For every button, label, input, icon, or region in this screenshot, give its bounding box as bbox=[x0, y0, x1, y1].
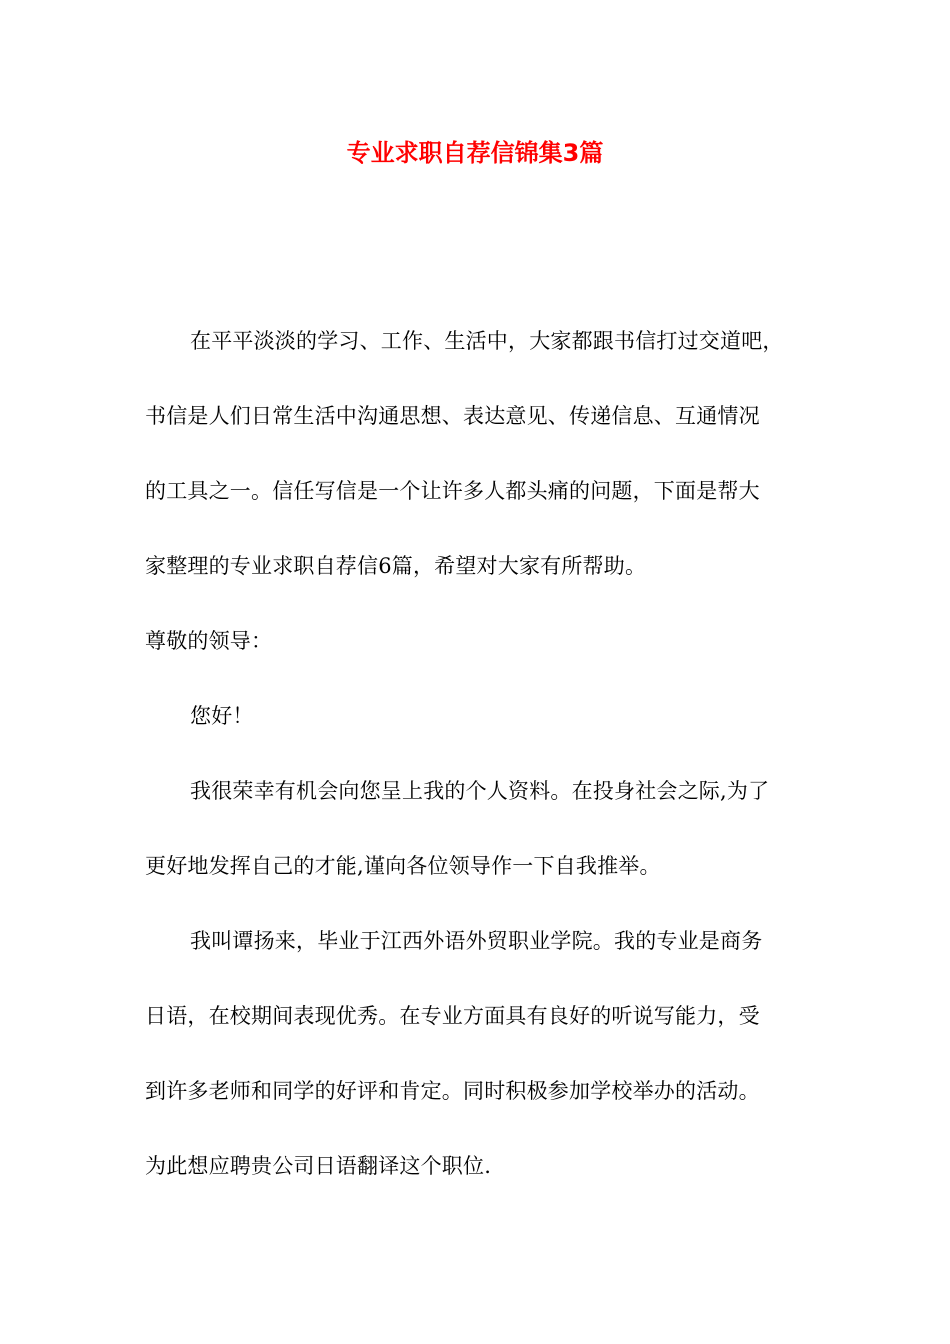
paragraph-line: 的工具之一。信任写信是一个让许多人都头痛的问题，下面是帮大 bbox=[145, 479, 760, 503]
document-title: 专业求职自荐信锦集3篇 bbox=[346, 139, 604, 167]
paragraph-line: 在平平淡淡的学习、工作、生活中，大家都跟书信打过交道吧， bbox=[190, 329, 784, 353]
paragraph-line: 更好地发挥自己的才能,谨向各位领导作一下自我推举。 bbox=[145, 854, 661, 878]
paragraph-line: 我叫谭扬来，毕业于江西外语外贸职业学院。我的专业是商务 bbox=[190, 929, 763, 953]
paragraph-line: 书信是人们日常生活中沟通思想、表达意见、传递信息、互通情况 bbox=[145, 404, 760, 428]
salutation: 尊敬的领导： bbox=[145, 629, 273, 653]
paragraph-line: 我很荣幸有机会向您呈上我的个人资料。在投身社会之际,为了 bbox=[190, 779, 770, 803]
paragraph-line: 到许多老师和同学的好评和肯定。同时积极参加学校举办的活动。 bbox=[145, 1079, 760, 1103]
paragraph-line: 为此想应聘贵公司日语翻译这个职位. bbox=[145, 1154, 492, 1178]
greeting: 您好！ bbox=[190, 704, 254, 728]
paragraph-line: 日语，在校期间表现优秀。在专业方面具有良好的听说写能力，受 bbox=[145, 1004, 760, 1028]
paragraph-line: 家整理的专业求职自荐信6篇，希望对大家有所帮助。 bbox=[145, 554, 647, 578]
